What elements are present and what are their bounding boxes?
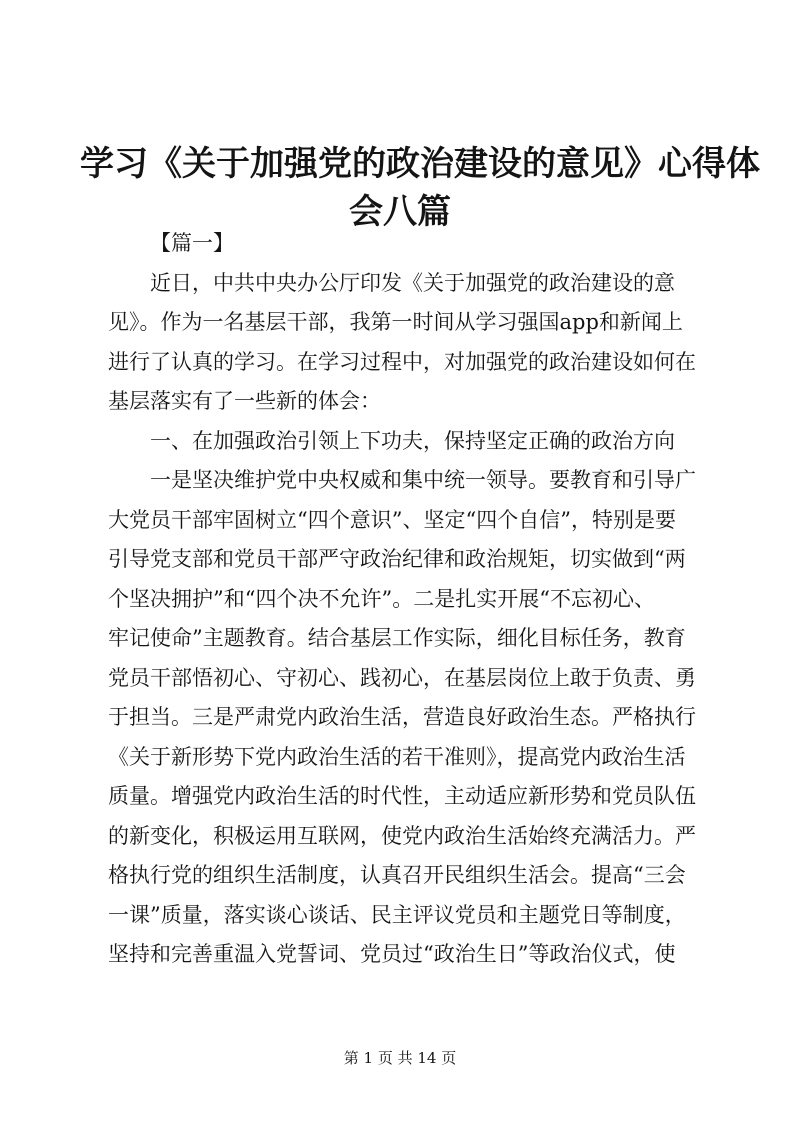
text-line: 近日，中共中央办公厅印发《关于加强党的政治建设的意 (150, 270, 675, 295)
section-heading (108, 224, 708, 264)
text-line: 个坚决拥护”和“四个决不允许”。二是扎实开展“不忘初心、 (108, 586, 655, 611)
text-line: 质量。增强党内政治生活的时代性，主动适应新形势和党员队伍 (108, 784, 696, 808)
text-line: 一是坚决维护党中央权威和集中统一领导。要教育和引导广 (150, 468, 696, 492)
page-footer (0, 1048, 800, 1068)
paragraph (108, 264, 708, 422)
text-line: 一课”质量，落实谈心谈话、民主评议党员和主题党日等制度， (108, 902, 686, 927)
text-line: 大党员干部牢固树立“四个意识”、坚定“四个自信”，特别是要 (108, 507, 676, 532)
page-number: 第 1 页 共 14 页 (343, 1049, 457, 1067)
text-line: 《关于新形势下党内政治生活的若干准则》，提高党内政治生活 (108, 744, 686, 769)
text-line: 坚持和完善重温入党誓词、党员过“政治生日”等政治仪式，使 (108, 942, 676, 966)
text-line: 引导党支部和党员干部严守政治纪律和政治规矩，切实做到“两 (108, 547, 686, 571)
title-line-1: 学习《关于加强党的政治建设的意见》心得体 (80, 144, 760, 184)
text-line: 基层落实有了一些新的体会： (108, 389, 381, 413)
text-line: 于担当。三是严肃党内政治生活，营造良好政治生态。严格执行 (108, 705, 696, 729)
text-line: 进行了认真的学习。在学习过程中，对加强党的政治建设如何在 (108, 349, 696, 374)
text-line: 的新变化，积极运用互联网，使党内政治生活始终充满活力。严 (108, 823, 696, 848)
text-line: 一、在加强政治引领上下功夫，保持坚定正确的政治方向 (150, 428, 675, 453)
document-title (80, 140, 760, 236)
title-line-2: 会八篇 (349, 192, 451, 232)
document-body (108, 224, 708, 975)
text-line: 党员干部悟初心、守初心、践初心，在基层岗位上敢于负责、勇 (108, 665, 696, 690)
subheading (108, 422, 708, 462)
paragraph (108, 461, 708, 975)
text-line: 格执行党的组织生活制度，认真召开民组织生活会。提高“三会 (108, 863, 686, 887)
text-line: 见》。作为一名基层干部，我第一时间从学习强国app和新闻上 (108, 310, 683, 334)
text-line: 牢记使命”主题教育。结合基层工作实际，细化目标任务，教育 (108, 626, 686, 650)
text-line: 【篇一】 (150, 231, 234, 255)
